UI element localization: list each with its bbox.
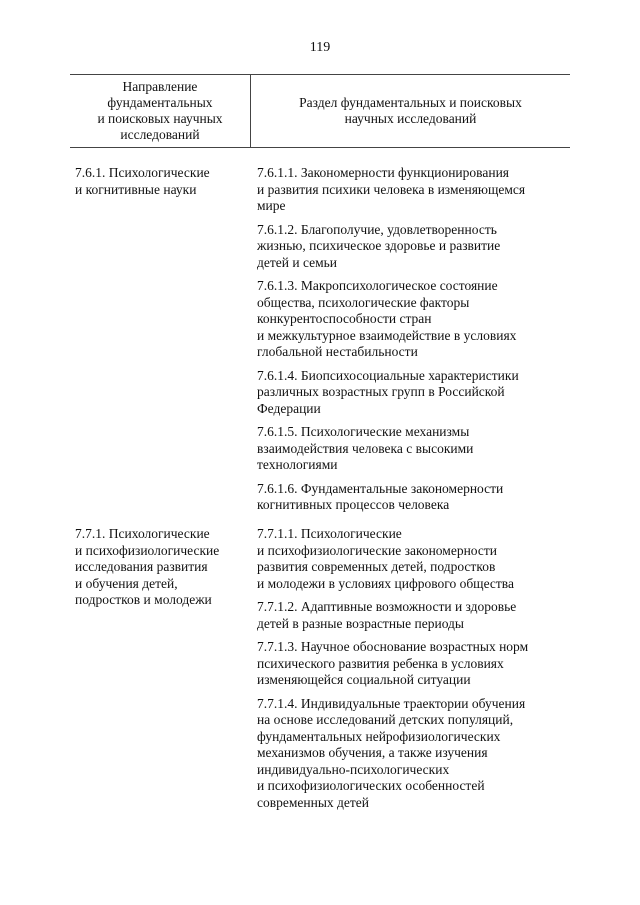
section-item: 7.6.1.6. Фундаментальные закономерности когнитивных процессов человека [257,480,504,512]
header-section-column [251,75,570,147]
direction-cell: 7.7.1. Психологические и психофизиологические исследования развития и обучения детей, подростков и молодежи [75,526,220,607]
section-item: 7.7.1.2. Адаптивные возможности и здоровье детей в разные возрастные периоды [257,599,517,631]
page-number: 119 [309,40,331,55]
table-header [70,74,570,148]
header-section-label: Раздел фундаментальных и поисковых научных исследований [299,95,522,126]
direction-cell: 7.6.1. Психологические и когнитивные науки [75,165,210,197]
section-item: 7.6.1.3. Макропсихологическое состояние общества, психологические факторы конкурентоспособности стран и межкультурное взаимодействие в условиях глобальной нестабильности [257,278,517,359]
section-item: 7.6.1.1. Закономерности функционирования и развития психики человека в изменяющемся мире [257,165,526,213]
section-item: 7.6.1.2. Благополучие, удовлетворенность жизнью, психическое здоровье и развитие детей и семьи [257,221,501,270]
sections-cell [257,526,575,818]
sections-cell [257,165,575,521]
section-item: 7.6.1.5. Психологические механизмы взаимодействия человека с высокими технологиями [257,424,474,472]
section-item: 7.7.1.1. Психологические и психофизиологические закономерности развития современных детей, подростков и молодежи в условиях цифрового общества [257,526,514,591]
header-direction-label: Направление фундаментальных и поисковых научных исследований [97,79,223,142]
section-item: 7.6.1.4. Биопсихосоциальные характеристики различных возрастных групп в Российской Федерации [257,367,519,416]
section-item: 7.7.1.4. Индивидуальные траектории обучения на основе исследований детских популяций, фундаментальных нейрофизиологических механизмов обучения, а также изучения индивидуально-психологических и психофизиологических особенностей современных детей [257,695,526,810]
header-direction-column [70,75,251,147]
section-item: 7.7.1.3. Научное обоснование возрастных норм психического развития ребенка в условиях изменяющейся социальной ситуации [257,639,529,687]
